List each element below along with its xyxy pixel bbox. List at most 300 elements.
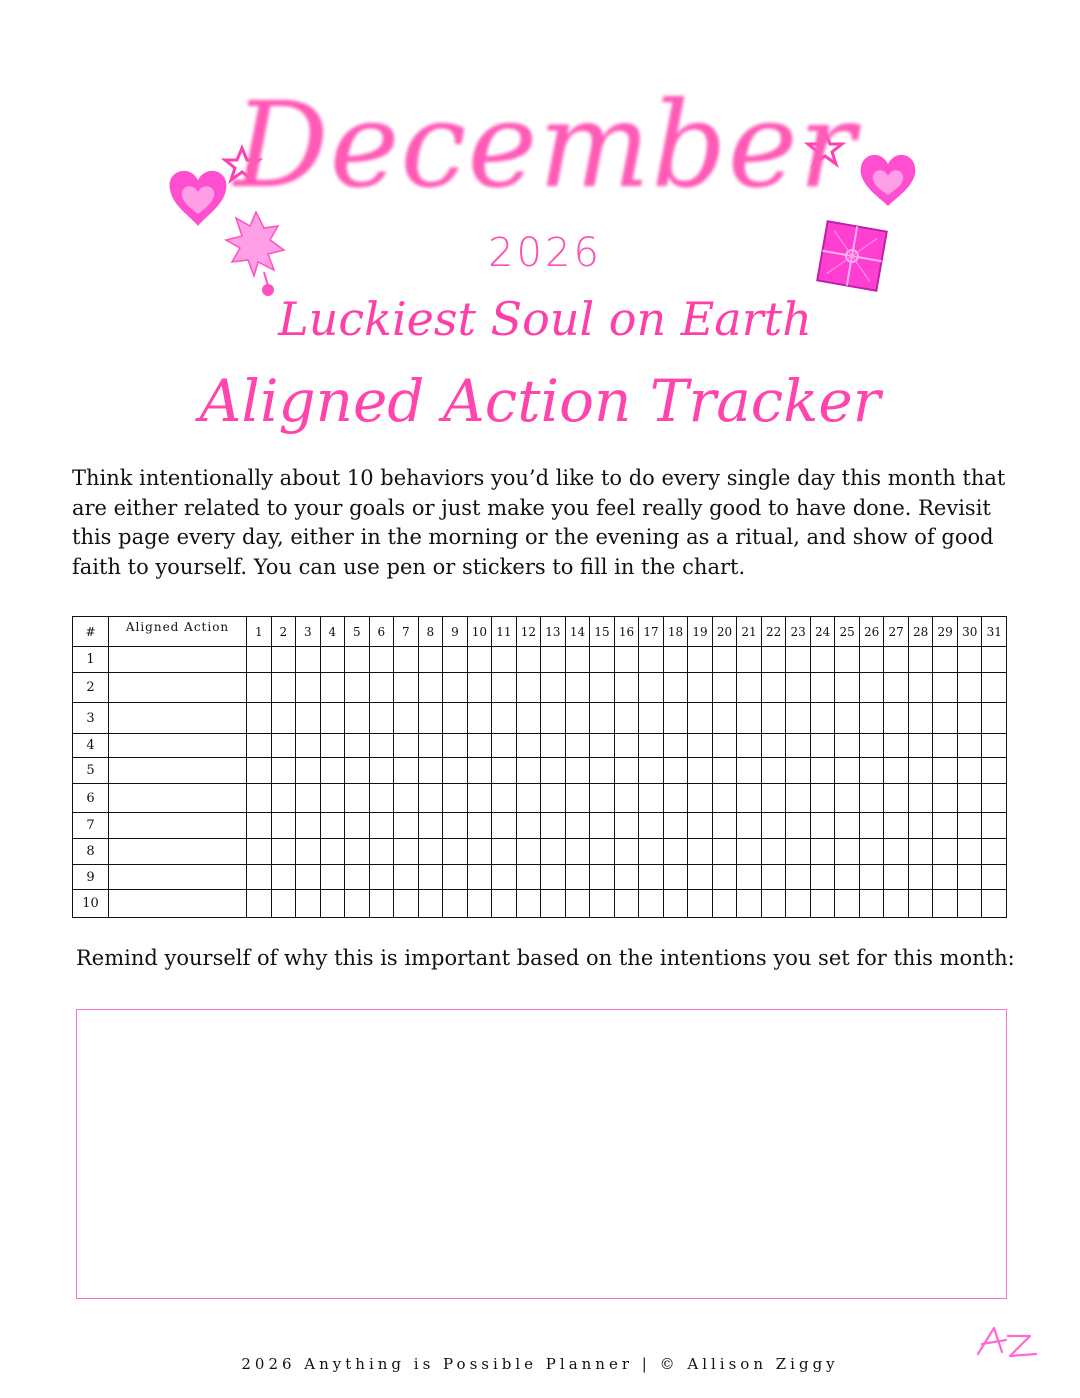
day-checkbox-cell[interactable] <box>590 865 615 890</box>
day-checkbox-cell[interactable] <box>908 758 933 784</box>
day-checkbox-cell[interactable] <box>394 813 419 839</box>
day-checkbox-cell[interactable] <box>761 734 786 758</box>
day-checkbox-cell[interactable] <box>712 890 737 918</box>
day-checkbox-cell[interactable] <box>982 839 1007 865</box>
day-checkbox-cell[interactable] <box>688 734 713 758</box>
day-checkbox-cell[interactable] <box>345 813 370 839</box>
aligned-action-cell[interactable] <box>109 784 247 813</box>
day-checkbox-cell[interactable] <box>247 703 272 734</box>
day-checkbox-cell[interactable] <box>296 813 321 839</box>
day-checkbox-cell[interactable] <box>982 734 1007 758</box>
day-checkbox-cell[interactable] <box>467 839 492 865</box>
day-checkbox-cell[interactable] <box>663 839 688 865</box>
day-checkbox-cell[interactable] <box>516 784 541 813</box>
day-checkbox-cell[interactable] <box>394 784 419 813</box>
day-checkbox-cell[interactable] <box>320 758 345 784</box>
day-checkbox-cell[interactable] <box>467 734 492 758</box>
day-checkbox-cell[interactable] <box>614 647 639 673</box>
day-checkbox-cell[interactable] <box>418 734 443 758</box>
day-checkbox-cell[interactable] <box>810 890 835 918</box>
day-checkbox-cell[interactable] <box>761 813 786 839</box>
day-checkbox-cell[interactable] <box>786 784 811 813</box>
day-checkbox-cell[interactable] <box>884 813 909 839</box>
day-checkbox-cell[interactable] <box>761 784 786 813</box>
day-checkbox-cell[interactable] <box>443 784 468 813</box>
aligned-action-cell[interactable] <box>109 865 247 890</box>
day-checkbox-cell[interactable] <box>418 890 443 918</box>
day-checkbox-cell[interactable] <box>394 839 419 865</box>
day-checkbox-cell[interactable] <box>712 784 737 813</box>
aligned-action-cell[interactable] <box>109 673 247 703</box>
day-checkbox-cell[interactable] <box>688 758 713 784</box>
day-checkbox-cell[interactable] <box>957 813 982 839</box>
day-checkbox-cell[interactable] <box>247 813 272 839</box>
day-checkbox-cell[interactable] <box>835 890 860 918</box>
day-checkbox-cell[interactable] <box>908 890 933 918</box>
day-checkbox-cell[interactable] <box>394 734 419 758</box>
day-checkbox-cell[interactable] <box>247 784 272 813</box>
day-checkbox-cell[interactable] <box>467 647 492 673</box>
day-checkbox-cell[interactable] <box>835 865 860 890</box>
day-checkbox-cell[interactable] <box>418 813 443 839</box>
day-checkbox-cell[interactable] <box>982 813 1007 839</box>
day-checkbox-cell[interactable] <box>835 734 860 758</box>
day-checkbox-cell[interactable] <box>614 784 639 813</box>
day-checkbox-cell[interactable] <box>369 673 394 703</box>
day-checkbox-cell[interactable] <box>320 890 345 918</box>
day-checkbox-cell[interactable] <box>541 865 566 890</box>
day-checkbox-cell[interactable] <box>590 813 615 839</box>
day-checkbox-cell[interactable] <box>663 703 688 734</box>
day-checkbox-cell[interactable] <box>982 758 1007 784</box>
day-checkbox-cell[interactable] <box>957 703 982 734</box>
day-checkbox-cell[interactable] <box>394 647 419 673</box>
day-checkbox-cell[interactable] <box>394 890 419 918</box>
day-checkbox-cell[interactable] <box>614 734 639 758</box>
day-checkbox-cell[interactable] <box>982 647 1007 673</box>
day-checkbox-cell[interactable] <box>271 758 296 784</box>
day-checkbox-cell[interactable] <box>443 673 468 703</box>
day-checkbox-cell[interactable] <box>786 890 811 918</box>
day-checkbox-cell[interactable] <box>565 734 590 758</box>
day-checkbox-cell[interactable] <box>663 865 688 890</box>
day-checkbox-cell[interactable] <box>394 673 419 703</box>
day-checkbox-cell[interactable] <box>614 758 639 784</box>
day-checkbox-cell[interactable] <box>859 890 884 918</box>
day-checkbox-cell[interactable] <box>663 758 688 784</box>
day-checkbox-cell[interactable] <box>492 703 517 734</box>
day-checkbox-cell[interactable] <box>492 813 517 839</box>
day-checkbox-cell[interactable] <box>712 758 737 784</box>
day-checkbox-cell[interactable] <box>345 673 370 703</box>
day-checkbox-cell[interactable] <box>908 784 933 813</box>
day-checkbox-cell[interactable] <box>320 784 345 813</box>
day-checkbox-cell[interactable] <box>688 839 713 865</box>
day-checkbox-cell[interactable] <box>369 703 394 734</box>
day-checkbox-cell[interactable] <box>859 839 884 865</box>
reflection-writing-box[interactable] <box>76 1009 1007 1299</box>
day-checkbox-cell[interactable] <box>639 784 664 813</box>
day-checkbox-cell[interactable] <box>296 758 321 784</box>
day-checkbox-cell[interactable] <box>296 839 321 865</box>
day-checkbox-cell[interactable] <box>957 839 982 865</box>
day-checkbox-cell[interactable] <box>908 703 933 734</box>
day-checkbox-cell[interactable] <box>982 673 1007 703</box>
day-checkbox-cell[interactable] <box>443 758 468 784</box>
day-checkbox-cell[interactable] <box>737 865 762 890</box>
day-checkbox-cell[interactable] <box>247 890 272 918</box>
day-checkbox-cell[interactable] <box>688 813 713 839</box>
day-checkbox-cell[interactable] <box>271 703 296 734</box>
day-checkbox-cell[interactable] <box>296 784 321 813</box>
day-checkbox-cell[interactable] <box>516 734 541 758</box>
day-checkbox-cell[interactable] <box>345 647 370 673</box>
day-checkbox-cell[interactable] <box>565 703 590 734</box>
day-checkbox-cell[interactable] <box>859 647 884 673</box>
day-checkbox-cell[interactable] <box>737 890 762 918</box>
day-checkbox-cell[interactable] <box>614 703 639 734</box>
day-checkbox-cell[interactable] <box>565 813 590 839</box>
day-checkbox-cell[interactable] <box>933 865 958 890</box>
day-checkbox-cell[interactable] <box>737 758 762 784</box>
day-checkbox-cell[interactable] <box>320 647 345 673</box>
day-checkbox-cell[interactable] <box>467 784 492 813</box>
day-checkbox-cell[interactable] <box>933 703 958 734</box>
day-checkbox-cell[interactable] <box>639 758 664 784</box>
day-checkbox-cell[interactable] <box>320 673 345 703</box>
day-checkbox-cell[interactable] <box>908 734 933 758</box>
aligned-action-cell[interactable] <box>109 647 247 673</box>
day-checkbox-cell[interactable] <box>492 673 517 703</box>
day-checkbox-cell[interactable] <box>859 734 884 758</box>
day-checkbox-cell[interactable] <box>492 865 517 890</box>
day-checkbox-cell[interactable] <box>565 758 590 784</box>
day-checkbox-cell[interactable] <box>590 890 615 918</box>
day-checkbox-cell[interactable] <box>418 758 443 784</box>
day-checkbox-cell[interactable] <box>957 734 982 758</box>
day-checkbox-cell[interactable] <box>247 647 272 673</box>
day-checkbox-cell[interactable] <box>467 890 492 918</box>
day-checkbox-cell[interactable] <box>761 890 786 918</box>
day-checkbox-cell[interactable] <box>835 758 860 784</box>
day-checkbox-cell[interactable] <box>271 890 296 918</box>
day-checkbox-cell[interactable] <box>663 890 688 918</box>
day-checkbox-cell[interactable] <box>737 839 762 865</box>
day-checkbox-cell[interactable] <box>859 865 884 890</box>
day-checkbox-cell[interactable] <box>933 758 958 784</box>
day-checkbox-cell[interactable] <box>639 890 664 918</box>
day-checkbox-cell[interactable] <box>541 758 566 784</box>
day-checkbox-cell[interactable] <box>394 703 419 734</box>
day-checkbox-cell[interactable] <box>296 703 321 734</box>
day-checkbox-cell[interactable] <box>688 865 713 890</box>
day-checkbox-cell[interactable] <box>516 839 541 865</box>
day-checkbox-cell[interactable] <box>639 647 664 673</box>
day-checkbox-cell[interactable] <box>590 647 615 673</box>
day-checkbox-cell[interactable] <box>590 673 615 703</box>
day-checkbox-cell[interactable] <box>565 839 590 865</box>
day-checkbox-cell[interactable] <box>443 647 468 673</box>
day-checkbox-cell[interactable] <box>320 865 345 890</box>
day-checkbox-cell[interactable] <box>418 673 443 703</box>
day-checkbox-cell[interactable] <box>345 839 370 865</box>
day-checkbox-cell[interactable] <box>590 784 615 813</box>
day-checkbox-cell[interactable] <box>418 865 443 890</box>
day-checkbox-cell[interactable] <box>516 647 541 673</box>
day-checkbox-cell[interactable] <box>492 734 517 758</box>
day-checkbox-cell[interactable] <box>908 865 933 890</box>
day-checkbox-cell[interactable] <box>590 734 615 758</box>
day-checkbox-cell[interactable] <box>320 703 345 734</box>
day-checkbox-cell[interactable] <box>394 865 419 890</box>
day-checkbox-cell[interactable] <box>737 734 762 758</box>
day-checkbox-cell[interactable] <box>663 813 688 839</box>
day-checkbox-cell[interactable] <box>884 734 909 758</box>
day-checkbox-cell[interactable] <box>884 703 909 734</box>
day-checkbox-cell[interactable] <box>859 784 884 813</box>
day-checkbox-cell[interactable] <box>541 673 566 703</box>
day-checkbox-cell[interactable] <box>712 813 737 839</box>
day-checkbox-cell[interactable] <box>835 703 860 734</box>
day-checkbox-cell[interactable] <box>516 758 541 784</box>
day-checkbox-cell[interactable] <box>296 673 321 703</box>
day-checkbox-cell[interactable] <box>957 673 982 703</box>
day-checkbox-cell[interactable] <box>688 784 713 813</box>
day-checkbox-cell[interactable] <box>957 890 982 918</box>
day-checkbox-cell[interactable] <box>590 703 615 734</box>
day-checkbox-cell[interactable] <box>933 890 958 918</box>
aligned-action-cell[interactable] <box>109 813 247 839</box>
day-checkbox-cell[interactable] <box>369 865 394 890</box>
day-checkbox-cell[interactable] <box>614 890 639 918</box>
day-checkbox-cell[interactable] <box>467 865 492 890</box>
day-checkbox-cell[interactable] <box>369 890 394 918</box>
day-checkbox-cell[interactable] <box>516 673 541 703</box>
day-checkbox-cell[interactable] <box>271 647 296 673</box>
day-checkbox-cell[interactable] <box>345 890 370 918</box>
day-checkbox-cell[interactable] <box>271 784 296 813</box>
day-checkbox-cell[interactable] <box>933 784 958 813</box>
day-checkbox-cell[interactable] <box>908 813 933 839</box>
day-checkbox-cell[interactable] <box>271 839 296 865</box>
day-checkbox-cell[interactable] <box>369 647 394 673</box>
day-checkbox-cell[interactable] <box>394 758 419 784</box>
aligned-action-cell[interactable] <box>109 734 247 758</box>
day-checkbox-cell[interactable] <box>737 673 762 703</box>
day-checkbox-cell[interactable] <box>565 865 590 890</box>
day-checkbox-cell[interactable] <box>810 865 835 890</box>
day-checkbox-cell[interactable] <box>418 647 443 673</box>
day-checkbox-cell[interactable] <box>345 784 370 813</box>
day-checkbox-cell[interactable] <box>492 784 517 813</box>
day-checkbox-cell[interactable] <box>590 839 615 865</box>
day-checkbox-cell[interactable] <box>271 673 296 703</box>
day-checkbox-cell[interactable] <box>884 865 909 890</box>
day-checkbox-cell[interactable] <box>541 647 566 673</box>
day-checkbox-cell[interactable] <box>467 703 492 734</box>
day-checkbox-cell[interactable] <box>443 865 468 890</box>
day-checkbox-cell[interactable] <box>957 758 982 784</box>
day-checkbox-cell[interactable] <box>933 673 958 703</box>
day-checkbox-cell[interactable] <box>614 865 639 890</box>
day-checkbox-cell[interactable] <box>345 703 370 734</box>
aligned-action-cell[interactable] <box>109 839 247 865</box>
day-checkbox-cell[interactable] <box>786 647 811 673</box>
day-checkbox-cell[interactable] <box>639 813 664 839</box>
day-checkbox-cell[interactable] <box>369 734 394 758</box>
day-checkbox-cell[interactable] <box>345 865 370 890</box>
aligned-action-cell[interactable] <box>109 703 247 734</box>
day-checkbox-cell[interactable] <box>810 703 835 734</box>
day-checkbox-cell[interactable] <box>810 758 835 784</box>
day-checkbox-cell[interactable] <box>271 734 296 758</box>
day-checkbox-cell[interactable] <box>761 673 786 703</box>
day-checkbox-cell[interactable] <box>884 647 909 673</box>
day-checkbox-cell[interactable] <box>810 734 835 758</box>
day-checkbox-cell[interactable] <box>933 839 958 865</box>
day-checkbox-cell[interactable] <box>418 703 443 734</box>
day-checkbox-cell[interactable] <box>908 673 933 703</box>
day-checkbox-cell[interactable] <box>786 758 811 784</box>
day-checkbox-cell[interactable] <box>296 734 321 758</box>
day-checkbox-cell[interactable] <box>443 839 468 865</box>
day-checkbox-cell[interactable] <box>835 784 860 813</box>
day-checkbox-cell[interactable] <box>835 813 860 839</box>
day-checkbox-cell[interactable] <box>884 673 909 703</box>
day-checkbox-cell[interactable] <box>565 784 590 813</box>
day-checkbox-cell[interactable] <box>247 839 272 865</box>
day-checkbox-cell[interactable] <box>908 839 933 865</box>
day-checkbox-cell[interactable] <box>982 784 1007 813</box>
day-checkbox-cell[interactable] <box>688 703 713 734</box>
day-checkbox-cell[interactable] <box>639 703 664 734</box>
day-checkbox-cell[interactable] <box>369 839 394 865</box>
day-checkbox-cell[interactable] <box>614 673 639 703</box>
day-checkbox-cell[interactable] <box>663 784 688 813</box>
day-checkbox-cell[interactable] <box>565 673 590 703</box>
day-checkbox-cell[interactable] <box>982 865 1007 890</box>
day-checkbox-cell[interactable] <box>271 813 296 839</box>
day-checkbox-cell[interactable] <box>786 839 811 865</box>
day-checkbox-cell[interactable] <box>737 703 762 734</box>
day-checkbox-cell[interactable] <box>443 813 468 839</box>
day-checkbox-cell[interactable] <box>492 647 517 673</box>
day-checkbox-cell[interactable] <box>320 839 345 865</box>
day-checkbox-cell[interactable] <box>810 813 835 839</box>
day-checkbox-cell[interactable] <box>639 673 664 703</box>
day-checkbox-cell[interactable] <box>957 784 982 813</box>
day-checkbox-cell[interactable] <box>688 647 713 673</box>
aligned-action-cell[interactable] <box>109 758 247 784</box>
day-checkbox-cell[interactable] <box>492 890 517 918</box>
day-checkbox-cell[interactable] <box>810 839 835 865</box>
day-checkbox-cell[interactable] <box>737 784 762 813</box>
day-checkbox-cell[interactable] <box>810 784 835 813</box>
day-checkbox-cell[interactable] <box>247 758 272 784</box>
day-checkbox-cell[interactable] <box>467 673 492 703</box>
day-checkbox-cell[interactable] <box>614 839 639 865</box>
day-checkbox-cell[interactable] <box>957 865 982 890</box>
day-checkbox-cell[interactable] <box>786 703 811 734</box>
day-checkbox-cell[interactable] <box>737 813 762 839</box>
day-checkbox-cell[interactable] <box>541 890 566 918</box>
day-checkbox-cell[interactable] <box>737 647 762 673</box>
day-checkbox-cell[interactable] <box>786 734 811 758</box>
day-checkbox-cell[interactable] <box>639 734 664 758</box>
day-checkbox-cell[interactable] <box>810 673 835 703</box>
day-checkbox-cell[interactable] <box>761 758 786 784</box>
day-checkbox-cell[interactable] <box>712 647 737 673</box>
day-checkbox-cell[interactable] <box>492 758 517 784</box>
day-checkbox-cell[interactable] <box>786 865 811 890</box>
day-checkbox-cell[interactable] <box>614 813 639 839</box>
day-checkbox-cell[interactable] <box>859 673 884 703</box>
day-checkbox-cell[interactable] <box>884 839 909 865</box>
day-checkbox-cell[interactable] <box>859 703 884 734</box>
day-checkbox-cell[interactable] <box>663 673 688 703</box>
day-checkbox-cell[interactable] <box>565 647 590 673</box>
day-checkbox-cell[interactable] <box>712 703 737 734</box>
day-checkbox-cell[interactable] <box>247 734 272 758</box>
day-checkbox-cell[interactable] <box>443 890 468 918</box>
day-checkbox-cell[interactable] <box>541 784 566 813</box>
day-checkbox-cell[interactable] <box>369 784 394 813</box>
day-checkbox-cell[interactable] <box>859 758 884 784</box>
day-checkbox-cell[interactable] <box>786 813 811 839</box>
day-checkbox-cell[interactable] <box>271 865 296 890</box>
day-checkbox-cell[interactable] <box>418 839 443 865</box>
day-checkbox-cell[interactable] <box>761 647 786 673</box>
day-checkbox-cell[interactable] <box>688 673 713 703</box>
day-checkbox-cell[interactable] <box>443 734 468 758</box>
day-checkbox-cell[interactable] <box>761 839 786 865</box>
day-checkbox-cell[interactable] <box>369 758 394 784</box>
day-checkbox-cell[interactable] <box>933 813 958 839</box>
day-checkbox-cell[interactable] <box>884 758 909 784</box>
day-checkbox-cell[interactable] <box>296 865 321 890</box>
day-checkbox-cell[interactable] <box>247 865 272 890</box>
day-checkbox-cell[interactable] <box>369 813 394 839</box>
day-checkbox-cell[interactable] <box>247 673 272 703</box>
day-checkbox-cell[interactable] <box>982 703 1007 734</box>
day-checkbox-cell[interactable] <box>541 703 566 734</box>
day-checkbox-cell[interactable] <box>835 673 860 703</box>
day-checkbox-cell[interactable] <box>712 839 737 865</box>
day-checkbox-cell[interactable] <box>541 839 566 865</box>
day-checkbox-cell[interactable] <box>933 647 958 673</box>
day-checkbox-cell[interactable] <box>516 703 541 734</box>
day-checkbox-cell[interactable] <box>296 647 321 673</box>
day-checkbox-cell[interactable] <box>712 734 737 758</box>
day-checkbox-cell[interactable] <box>492 839 517 865</box>
day-checkbox-cell[interactable] <box>418 784 443 813</box>
day-checkbox-cell[interactable] <box>933 734 958 758</box>
day-checkbox-cell[interactable] <box>345 734 370 758</box>
day-checkbox-cell[interactable] <box>565 890 590 918</box>
day-checkbox-cell[interactable] <box>761 865 786 890</box>
day-checkbox-cell[interactable] <box>516 865 541 890</box>
day-checkbox-cell[interactable] <box>835 839 860 865</box>
day-checkbox-cell[interactable] <box>345 758 370 784</box>
day-checkbox-cell[interactable] <box>467 813 492 839</box>
day-checkbox-cell[interactable] <box>835 647 860 673</box>
day-checkbox-cell[interactable] <box>467 758 492 784</box>
day-checkbox-cell[interactable] <box>663 734 688 758</box>
day-checkbox-cell[interactable] <box>516 890 541 918</box>
day-checkbox-cell[interactable] <box>688 890 713 918</box>
day-checkbox-cell[interactable] <box>908 647 933 673</box>
day-checkbox-cell[interactable] <box>761 703 786 734</box>
